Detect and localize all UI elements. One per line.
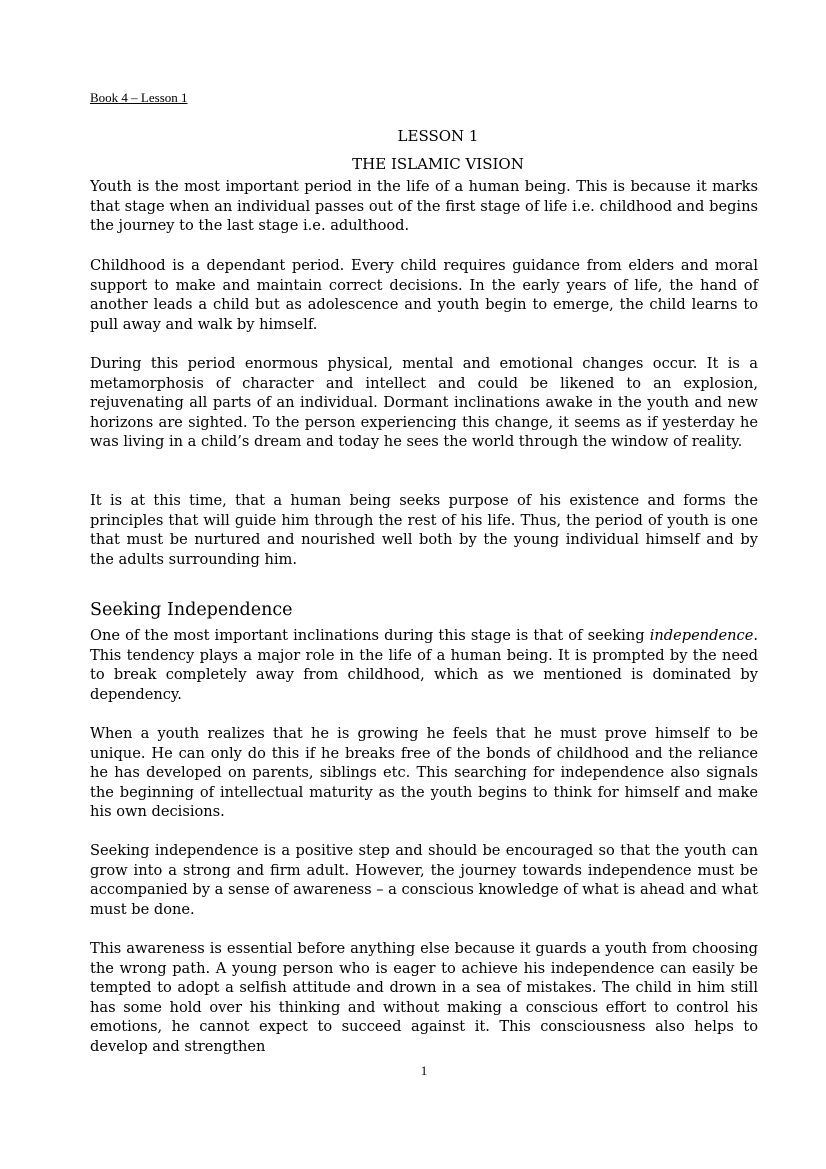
lesson-number: LESSON 1	[397, 127, 479, 145]
section-intro-paragraph	[90, 626, 758, 704]
intro-emphasis: independence	[649, 627, 754, 644]
section-paragraph-3: This awareness is essential before anything else because it guards a youth from choosing the wrong path. A young person who is eager to achieve his independence can easily be tempted to adopt a selfish attitude and drown in a sea of mistakes. The child in him still has some hold over his thinking and without making a conscious effort to control his emotions, he cannot expect to succeed against it. This consciousness also helps to develop and strengthen	[90, 940, 758, 1055]
section-paragraph-1: When a youth realizes that he is growing he feels that he must prove himself to be unique. He can only do this if he breaks free of the bonds of childhood and the reliance he has developed on parents, siblings etc. This searching for independence also signals the beginning of intellectual maturity as the youth begins to think for himself and make his own decisions.	[90, 725, 758, 820]
running-header: Book 4 – Lesson 1	[90, 90, 188, 105]
intro-text-after: . This tendency plays a major role in the life of a human being. It is prompted by the need to break completely away from childhood, which as we mentioned is dominated by dependency.	[90, 627, 758, 703]
paragraph-4: It is at this time, that a human being seeks purpose of his existence and forms the principles that will guide him through the rest of his life. Thus, the period of youth is one that must be nurtured and nourished well both by the young individual himself and by the adults surrounding him.	[90, 492, 758, 568]
page-number: 1	[420, 1063, 428, 1078]
paragraph-2: Childhood is a dependant period. Every child requires guidance from elders and moral support to make and maintain correct decisions. In the early years of life, the hand of another leads a child but as adolescence and youth begin to emerge, the child learns to pull away and walk by himself.	[90, 257, 758, 333]
document-page	[90, 0, 758, 1169]
intro-text-before: One of the most important inclinations during this stage is that of seeking	[90, 627, 650, 644]
paragraph-1: Youth is the most important period in the life of a human being. This is because it marks that stage when an individual passes out of the first stage of life i.e. childhood and begins the journey to the last stage i.e. adulthood.	[90, 178, 758, 234]
lesson-title: THE ISLAMIC VISION	[352, 155, 524, 173]
section-paragraph-2: Seeking independence is a positive step and should be encouraged so that the youth can grow into a strong and firm adult. However, the journey towards independence must be accompanied by a sense of awareness – a conscious knowledge of what is ahead and what must be done.	[90, 842, 758, 918]
section-heading: Seeking Independence	[90, 600, 293, 620]
paragraph-3: During this period enormous physical, mental and emotional changes occur. It is a metamorphosis of character and intellect and could be likened to an explosion, rejuvenating all parts of an individual. Dormant inclinations awake in the youth and new horizons are sighted. To the person experiencing this change, it seems as if yesterday he was living in a child’s dream and today he sees the world through the window of reality.	[90, 355, 758, 450]
